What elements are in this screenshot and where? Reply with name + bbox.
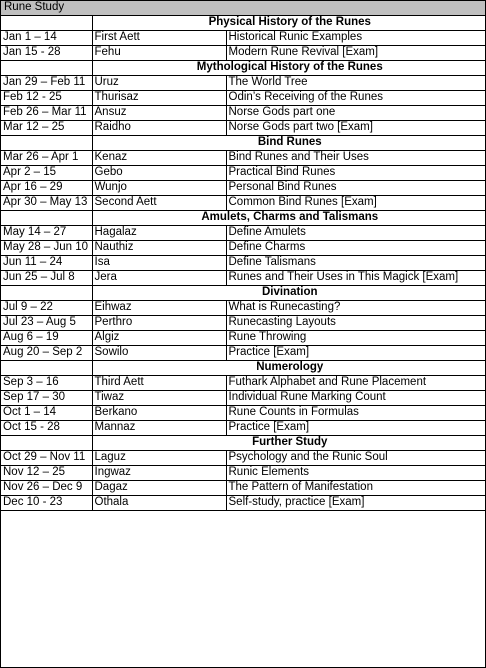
table-row (1, 391, 485, 406)
date-cell: Jul 23 – Aug 5 (1, 316, 92, 331)
table-row (1, 316, 485, 331)
section-heading-row (1, 361, 485, 376)
date-cell: Feb 26 – Mar 11 (1, 106, 92, 121)
section-heading-spacer (1, 16, 92, 31)
date-cell: Oct 29 – Nov 11 (1, 451, 92, 466)
section-heading: Mythological History of the Runes (92, 61, 485, 76)
section-heading: Bind Runes (92, 136, 485, 151)
section-heading: Divination (92, 286, 485, 301)
table-row (1, 106, 485, 121)
date-cell: Nov 26 – Dec 9 (1, 481, 92, 496)
date-cell: Apr 2 – 15 (1, 166, 92, 181)
rune-cell: Nauthiz (92, 241, 226, 256)
date-cell: Jan 29 – Feb 11 (1, 76, 92, 91)
topic-cell: Bind Runes and Their Uses (226, 151, 485, 166)
topic-cell: Runecasting Layouts (226, 316, 485, 331)
table-row (1, 406, 485, 421)
section-heading-spacer (1, 61, 92, 76)
section-heading-row (1, 61, 485, 76)
table-row (1, 76, 485, 91)
topic-cell: Odin’s Receiving of the Runes (226, 91, 485, 106)
date-cell: Jun 11 – 24 (1, 256, 92, 271)
table-row (1, 376, 485, 391)
rune-cell: Ansuz (92, 106, 226, 121)
table-row (1, 31, 485, 46)
table-row (1, 331, 485, 346)
topic-cell: Runes and Their Uses in This Magick [Exam] (226, 271, 485, 286)
section-heading-row (1, 136, 485, 151)
section-heading-row (1, 286, 485, 301)
rune-cell: Jera (92, 271, 226, 286)
table-row (1, 271, 485, 286)
topic-cell: Historical Runic Examples (226, 31, 485, 46)
rune-cell: Laguz (92, 451, 226, 466)
topic-cell: Common Bind Runes [Exam] (226, 196, 485, 211)
date-cell: Dec 10 - 23 (1, 496, 92, 511)
date-cell: Aug 6 – 19 (1, 331, 92, 346)
rune-cell: Gebo (92, 166, 226, 181)
table-row (1, 196, 485, 211)
topic-cell: Define Charms (226, 241, 485, 256)
table-row (1, 151, 485, 166)
section-heading-spacer (1, 136, 92, 151)
date-cell: Feb 12 - 25 (1, 91, 92, 106)
topic-cell: What is Runecasting? (226, 301, 485, 316)
date-cell: Apr 16 – 29 (1, 181, 92, 196)
table-row (1, 451, 485, 466)
schedule-body (1, 1, 485, 511)
topic-cell: Norse Gods part one (226, 106, 485, 121)
rune-cell: Sowilo (92, 346, 226, 361)
rune-cell: Fehu (92, 46, 226, 61)
section-heading-row (1, 16, 485, 31)
table-row (1, 421, 485, 436)
table-row (1, 241, 485, 256)
section-heading-spacer (1, 286, 92, 301)
table-row (1, 496, 485, 511)
date-cell: Nov 12 – 25 (1, 466, 92, 481)
rune-cell: Ingwaz (92, 466, 226, 481)
date-cell: Mar 26 – Apr 1 (1, 151, 92, 166)
topic-cell: Rune Counts in Formulas (226, 406, 485, 421)
topic-cell: Rune Throwing (226, 331, 485, 346)
rune-cell: Hagalaz (92, 226, 226, 241)
rune-cell: Othala (92, 496, 226, 511)
rune-cell: Wunjo (92, 181, 226, 196)
table-row (1, 166, 485, 181)
topic-cell: Personal Bind Runes (226, 181, 485, 196)
table-row (1, 121, 485, 136)
topic-cell: The World Tree (226, 76, 485, 91)
table-row (1, 466, 485, 481)
date-cell: Jul 9 – 22 (1, 301, 92, 316)
section-heading-row (1, 211, 485, 226)
topic-cell: Runic Elements (226, 466, 485, 481)
topic-cell: Self-study, practice [Exam] (226, 496, 485, 511)
section-heading: Further Study (92, 436, 485, 451)
rune-cell: Uruz (92, 76, 226, 91)
date-cell: Jun 25 – Jul 8 (1, 271, 92, 286)
date-cell: Mar 12 – 25 (1, 121, 92, 136)
rune-cell: Berkano (92, 406, 226, 421)
schedule-table (1, 1, 485, 511)
section-heading-spacer (1, 211, 92, 226)
rune-cell: Perthro (92, 316, 226, 331)
rune-cell: Kenaz (92, 151, 226, 166)
table-row (1, 226, 485, 241)
date-cell: Apr 30 – May 13 (1, 196, 92, 211)
date-cell: Oct 15 - 28 (1, 421, 92, 436)
section-heading-spacer (1, 436, 92, 451)
date-cell: Oct 1 – 14 (1, 406, 92, 421)
topic-cell: Norse Gods part two [Exam] (226, 121, 485, 136)
rune-cell: Third Aett (92, 376, 226, 391)
rune-cell: Thurisaz (92, 91, 226, 106)
date-cell: Jan 1 – 14 (1, 31, 92, 46)
rune-cell: Tiwaz (92, 391, 226, 406)
topic-cell: Practice [Exam] (226, 346, 485, 361)
topic-cell: Futhark Alphabet and Rune Placement (226, 376, 485, 391)
topic-cell: Modern Rune Revival [Exam] (226, 46, 485, 61)
date-cell: Jan 15 - 28 (1, 46, 92, 61)
topic-cell: The Pattern of Manifestation (226, 481, 485, 496)
rune-cell: Mannaz (92, 421, 226, 436)
rune-cell: First Aett (92, 31, 226, 46)
table-row (1, 181, 485, 196)
section-heading-row (1, 436, 485, 451)
title-row (1, 1, 485, 16)
section-heading: Physical History of the Runes (92, 16, 485, 31)
table-title: Rune Study (1, 1, 485, 16)
date-cell: May 14 – 27 (1, 226, 92, 241)
topic-cell: Individual Rune Marking Count (226, 391, 485, 406)
date-cell: Sep 17 – 30 (1, 391, 92, 406)
topic-cell: Practice [Exam] (226, 421, 485, 436)
table-row (1, 301, 485, 316)
section-heading: Amulets, Charms and Talismans (92, 211, 485, 226)
topic-cell: Practical Bind Runes (226, 166, 485, 181)
table-row (1, 46, 485, 61)
table-row (1, 481, 485, 496)
rune-cell: Algiz (92, 331, 226, 346)
topic-cell: Define Amulets (226, 226, 485, 241)
table-row (1, 256, 485, 271)
rune-cell: Eihwaz (92, 301, 226, 316)
date-cell: Sep 3 – 16 (1, 376, 92, 391)
section-heading-spacer (1, 361, 92, 376)
rune-cell: Isa (92, 256, 226, 271)
rune-cell: Dagaz (92, 481, 226, 496)
rune-cell: Raidho (92, 121, 226, 136)
date-cell: Aug 20 – Sep 2 (1, 346, 92, 361)
table-row (1, 346, 485, 361)
date-cell: May 28 – Jun 10 (1, 241, 92, 256)
section-heading: Numerology (92, 361, 485, 376)
topic-cell: Define Talismans (226, 256, 485, 271)
table-row (1, 91, 485, 106)
topic-cell: Psychology and the Runic Soul (226, 451, 485, 466)
rune-cell: Second Aett (92, 196, 226, 211)
